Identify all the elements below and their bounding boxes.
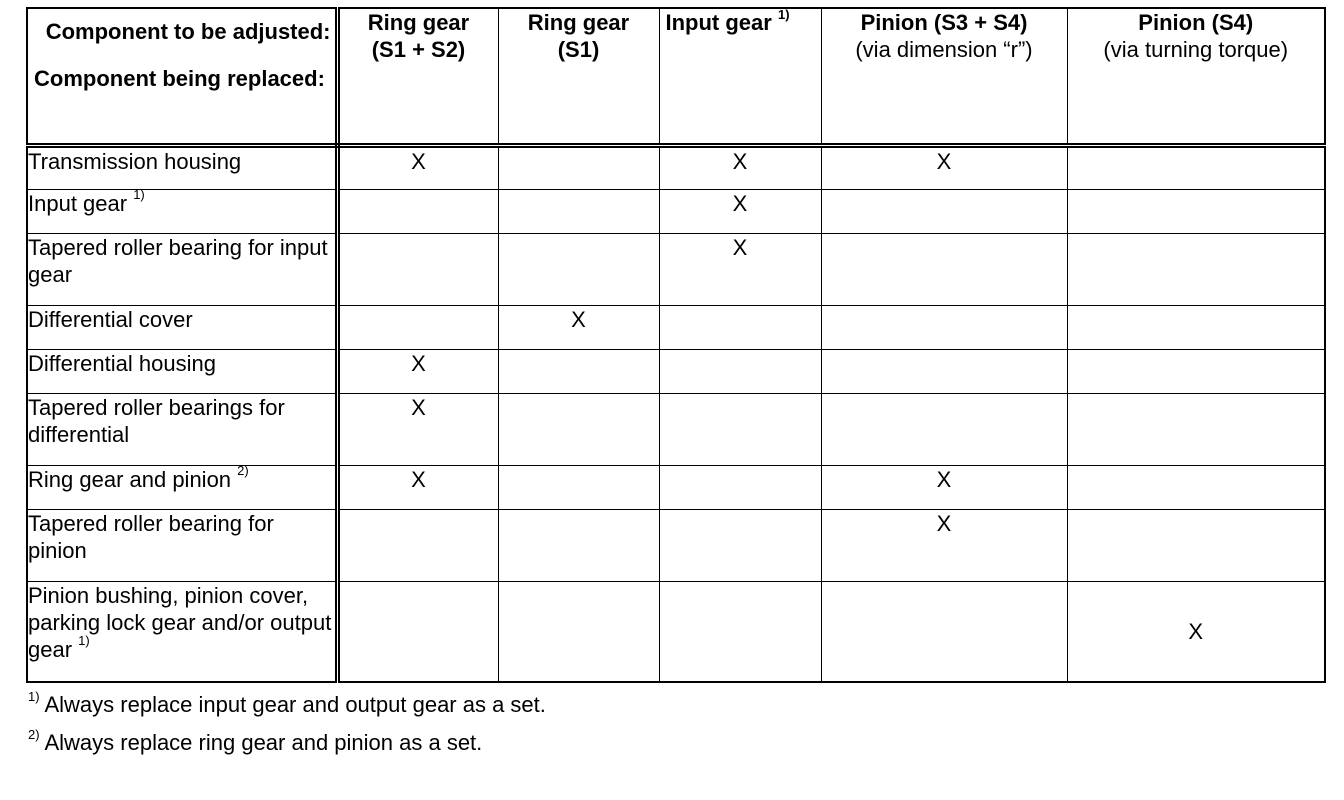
mark-cell xyxy=(659,349,821,393)
footnote-marker: 1) xyxy=(78,633,90,649)
adjustment-table xyxy=(26,7,1326,683)
mark-cell xyxy=(821,509,1067,581)
mark-cell xyxy=(498,233,659,305)
row-label xyxy=(27,233,337,305)
row-label xyxy=(27,393,337,465)
table-row xyxy=(27,509,1325,581)
table-row xyxy=(27,233,1325,305)
table-row xyxy=(27,145,1325,189)
document-page xyxy=(26,7,1324,767)
mark-cell xyxy=(337,509,498,581)
table-row xyxy=(27,305,1325,349)
table-row xyxy=(27,349,1325,393)
x-mark: X xyxy=(732,234,748,260)
row-label-text: Tapered roller bearing for pinion xyxy=(28,510,274,563)
row-label xyxy=(27,581,337,682)
footnote-marker: 1) xyxy=(777,6,790,22)
mark-cell xyxy=(659,233,821,305)
mark-cell xyxy=(498,145,659,189)
mark-cell xyxy=(659,581,821,682)
mark-cell xyxy=(337,145,498,189)
mark-cell xyxy=(659,305,821,349)
table-row xyxy=(27,581,1325,682)
table-row xyxy=(27,465,1325,509)
row-label-text: Input gear xyxy=(28,190,128,216)
table-row xyxy=(27,393,1325,465)
row-label-text: Differential housing xyxy=(28,350,216,376)
mark-cell xyxy=(821,189,1067,233)
mark-cell xyxy=(337,189,498,233)
footnote-marker: 1) xyxy=(28,688,40,704)
mark-cell xyxy=(821,581,1067,682)
mark-cell xyxy=(1067,393,1325,465)
x-mark: X xyxy=(936,148,952,174)
mark-cell xyxy=(337,233,498,305)
mark-cell xyxy=(498,349,659,393)
mark-cell xyxy=(498,509,659,581)
x-mark: X xyxy=(571,306,586,332)
mark-cell xyxy=(1067,305,1325,349)
mark-cell xyxy=(659,145,821,189)
mark-cell xyxy=(821,233,1067,305)
x-mark: X xyxy=(732,190,748,216)
mark-cell xyxy=(337,393,498,465)
footnote-text: Always replace ring gear and pinion as a set. xyxy=(44,730,483,755)
mark-cell xyxy=(337,465,498,509)
table-row xyxy=(27,189,1325,233)
mark-cell xyxy=(498,393,659,465)
mark-cell xyxy=(498,581,659,682)
mark-cell xyxy=(821,465,1067,509)
footnote-marker: 1) xyxy=(133,187,145,203)
x-mark: X xyxy=(732,148,748,174)
footnotes xyxy=(26,688,1324,756)
corner-adjusted-label: Component to be adjusted: xyxy=(45,19,331,44)
row-label xyxy=(27,305,337,349)
footnote-marker: 2) xyxy=(237,463,249,479)
row-label-text: Tapered roller bearing for input gear xyxy=(28,234,328,287)
footnote-1 xyxy=(28,688,1324,718)
column-header-pinion-s4: Pinion (S4) (via turning torque) xyxy=(1067,8,1325,145)
mark-cell xyxy=(1067,189,1325,233)
column-header-ring-gear-s1-s2: Ring gear (S1 + S2) xyxy=(337,8,498,145)
footnote-text: Always replace input gear and output gear as a set. xyxy=(44,692,546,717)
x-mark: X xyxy=(936,466,952,492)
mark-cell xyxy=(1067,233,1325,305)
mark-cell xyxy=(498,189,659,233)
mark-cell xyxy=(1067,581,1325,682)
mark-cell xyxy=(1067,145,1325,189)
row-label-text: Tapered roller bearings for differential xyxy=(28,394,285,447)
mark-cell xyxy=(821,349,1067,393)
column-header-ring-gear-s1: Ring gear (S1) xyxy=(498,8,659,145)
corner-cell xyxy=(27,8,337,145)
x-mark: X xyxy=(936,510,952,536)
row-label xyxy=(27,189,337,233)
mark-cell xyxy=(1067,509,1325,581)
mark-cell xyxy=(659,189,821,233)
mark-cell xyxy=(821,393,1067,465)
table-body xyxy=(27,145,1325,682)
x-mark: X xyxy=(411,350,426,376)
row-label xyxy=(27,145,337,189)
x-mark: X xyxy=(411,466,426,492)
column-header-input-gear: Input gear $^{1)}$ xyxy=(659,8,821,145)
mark-cell xyxy=(1067,465,1325,509)
mark-cell xyxy=(337,305,498,349)
footnote-2 xyxy=(28,726,1324,756)
row-label-text: Differential cover xyxy=(28,306,193,332)
x-mark: X xyxy=(1188,618,1204,644)
row-label-text: Pinion bushing, pinion cover, parking lock gear and/or output gear xyxy=(28,582,332,662)
corner-replaced-label: Component being replaced: xyxy=(34,66,325,91)
x-mark: X xyxy=(411,148,426,174)
row-label-text: Transmission housing xyxy=(28,148,242,174)
mark-cell xyxy=(659,465,821,509)
mark-cell xyxy=(659,509,821,581)
mark-cell xyxy=(659,393,821,465)
x-mark: X xyxy=(411,394,426,420)
row-label xyxy=(27,465,337,509)
footnote-marker: 2) xyxy=(28,726,40,742)
column-header-pinion-s3-s4: Pinion (S3 + S4) (via dimension “r”) xyxy=(821,8,1067,145)
mark-cell xyxy=(821,305,1067,349)
mark-cell xyxy=(498,465,659,509)
header-row xyxy=(27,8,1325,145)
row-label xyxy=(27,349,337,393)
mark-cell xyxy=(1067,349,1325,393)
row-label-text: Ring gear and pinion xyxy=(28,466,232,492)
mark-cell xyxy=(821,145,1067,189)
row-label xyxy=(27,509,337,581)
mark-cell xyxy=(337,581,498,682)
mark-cell xyxy=(498,305,659,349)
mark-cell xyxy=(337,349,498,393)
